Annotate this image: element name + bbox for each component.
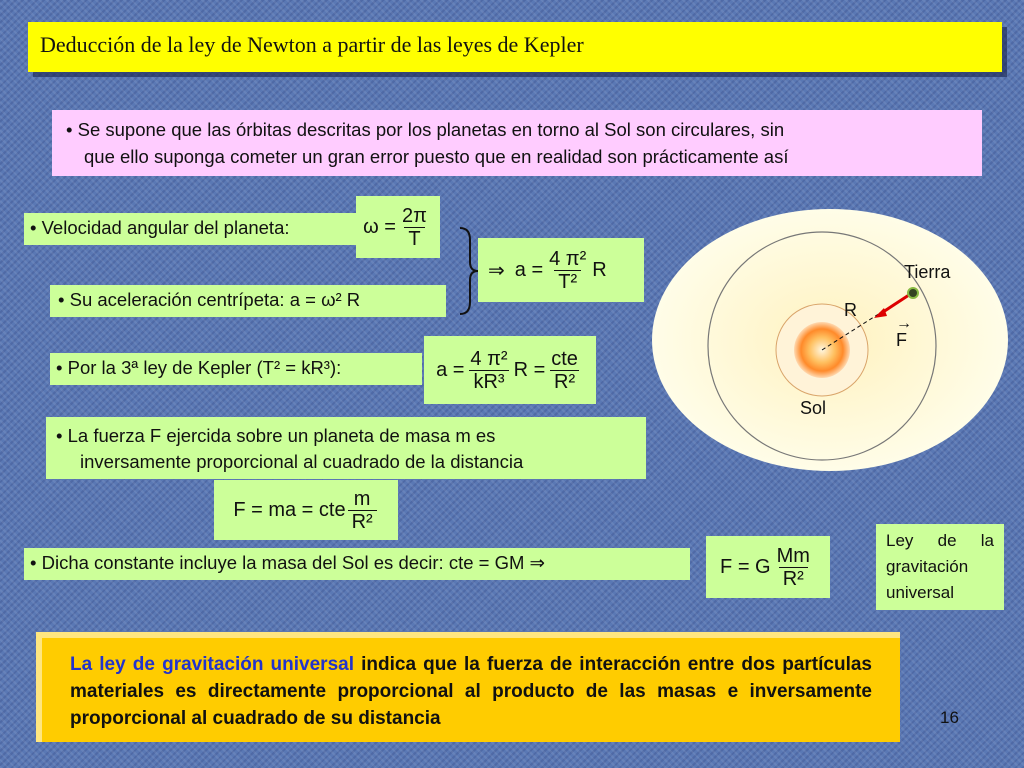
acceleration-denominator: T² (554, 270, 581, 293)
force-formula (214, 480, 398, 540)
acceleration-lhs: a = (514, 258, 544, 281)
radius-label: R (844, 300, 857, 320)
velocity-formula (356, 196, 440, 258)
law-name-line-1 (886, 528, 994, 554)
law-word-ley: Ley (886, 531, 914, 550)
law-name-line-2: gravitación (886, 557, 969, 576)
kepler-label-box (50, 353, 422, 385)
acceleration-formula (478, 238, 644, 302)
force-vector-arrow: → (896, 315, 912, 332)
earth-label: Tierra (904, 262, 951, 282)
velocity-lhs: ω = (363, 215, 396, 238)
force-text-box (46, 417, 646, 479)
kepler-formula (424, 336, 596, 404)
law-word-la: la (980, 531, 994, 550)
velocity-label-box (24, 213, 356, 245)
constant-label: • Dicha constante incluye la masa del Sol es decir: cte = GM ⇒ (30, 552, 546, 573)
conclusion-highlight: La ley de gravitación universal (70, 654, 354, 675)
law-name-line-3: universal (886, 583, 955, 602)
acceleration-fraction (545, 248, 590, 293)
constant-label-box (24, 548, 690, 580)
force-label: F (896, 330, 907, 350)
force-lhs: F = ma = cte (233, 498, 346, 521)
newton-denominator: R² (779, 567, 808, 590)
kepler-mid: R = (513, 358, 546, 381)
kepler-fraction-1 (466, 348, 511, 393)
kepler-lhs: a = (436, 358, 465, 381)
velocity-label: • Velocidad angular del planeta: (30, 217, 290, 238)
acceleration-label-box (50, 285, 446, 317)
page-number: 16 (940, 708, 959, 727)
implies-arrow: ⇒ (488, 259, 505, 282)
kepler-numerator-2: cte (551, 347, 578, 370)
law-word-de: de (937, 531, 957, 550)
newton-lhs: F = G (720, 555, 771, 578)
acceleration-label: • Su aceleración centrípeta: a = ω² R (58, 289, 361, 310)
conclusion-box (36, 632, 900, 742)
intro-line-1: Se supone que las órbitas descritas por los planetas en torno al Sol son circulares, sin (77, 119, 785, 140)
slide-title-text: Deducción de la ley de Newton a partir de las leyes de Kepler (40, 32, 584, 57)
kepler-denominator-2: R² (550, 370, 579, 393)
force-numerator: m (353, 487, 371, 510)
sun-label: Sol (800, 398, 827, 418)
velocity-denominator: T (404, 227, 424, 250)
force-fraction (348, 488, 377, 533)
velocity-numerator: 2π (401, 204, 427, 227)
kepler-denominator-1: kR³ (469, 370, 508, 393)
intro-bullet: • (66, 119, 73, 140)
kepler-fraction-2 (547, 348, 582, 393)
force-denominator: R² (348, 510, 377, 533)
force-line-2: inversamente proporcional al cuadrado de la distancia (80, 451, 524, 472)
newton-numerator: Mm (776, 544, 810, 567)
velocity-fraction (398, 205, 431, 250)
conclusion-text: indica que la fuerza de interacción entre dos partículas materiales es directamente proporcional al producto de las masas e inversamente proporcional al cuadrado de su distancia (70, 654, 872, 729)
earth (908, 288, 918, 298)
newton-formula (706, 536, 830, 598)
kepler-label: • Por la 3ª ley de Kepler (T² = kR³): (56, 357, 342, 378)
orbit-diagram (648, 204, 1016, 476)
intro-line-2: que ello suponga cometer un gran error puesto que en realidad son prácticamente así (84, 146, 789, 167)
acceleration-rhs: R (592, 258, 607, 281)
intro-box (52, 110, 982, 176)
acceleration-numerator: 4 π² (549, 247, 587, 270)
newton-fraction (773, 545, 814, 590)
slide-title (28, 22, 1002, 72)
law-name-box (876, 524, 1004, 610)
force-line-1: • La fuerza F ejercida sobre un planeta de masa m es (56, 425, 496, 446)
kepler-numerator-1: 4 π² (470, 347, 508, 370)
